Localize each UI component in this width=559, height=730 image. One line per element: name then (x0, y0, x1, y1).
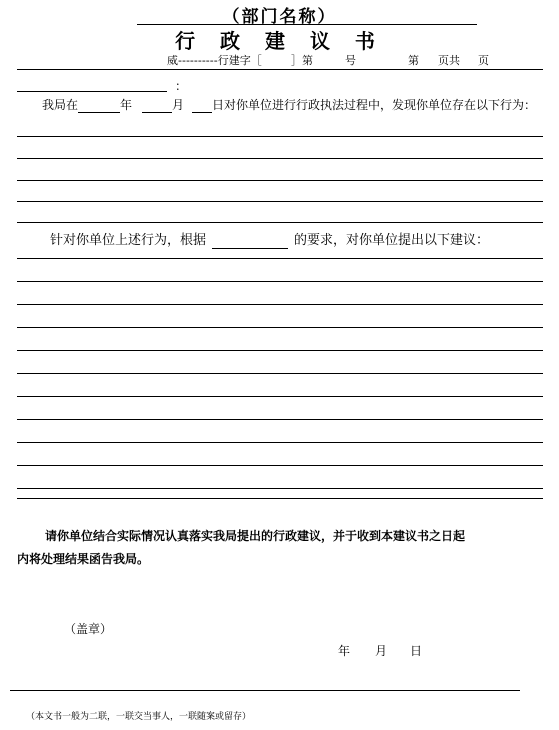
department-name: （部门名称） (222, 7, 337, 27)
suggestion-line[interactable] (17, 419, 543, 420)
suggestion-line[interactable] (17, 442, 543, 443)
suggestion-line[interactable] (17, 281, 543, 282)
page-di: 第 (408, 54, 419, 67)
page-ye: 页 (478, 54, 489, 67)
findings-month-blank[interactable] (142, 98, 172, 113)
suggestion-line[interactable] (17, 350, 543, 351)
findings-year-label: 年 (120, 98, 133, 112)
suggestion-line[interactable] (17, 258, 543, 259)
suggestion-line[interactable] (17, 498, 543, 499)
findings-day-blank[interactable] (192, 98, 212, 113)
suggestions-paragraph (50, 229, 489, 249)
findings-text-2: 日对你单位进行行政执法过程中，发现你单位存在以下行为： (212, 98, 537, 112)
findings-line[interactable] (17, 180, 543, 181)
suggestions-text-1: 针对你单位上述行为，根据 (50, 233, 207, 248)
findings-line[interactable] (17, 222, 543, 223)
doc-number-bracket-close: ］第 (291, 54, 313, 67)
findings-paragraph (42, 96, 536, 113)
addressee-colon: ： (175, 79, 188, 93)
findings-text-1: 我局在 (42, 98, 79, 112)
findings-month-label: 月 (172, 98, 185, 112)
suggestion-line[interactable] (17, 465, 543, 466)
footer-note: （本文书一般为二联，一联交当事人，一联随案或留存） (26, 712, 252, 722)
date-year: 年 (338, 644, 351, 658)
closing-line-2: 内将处理结果函告我局。 (17, 552, 150, 566)
suggestion-line[interactable] (17, 373, 543, 374)
date-day: 日 (410, 644, 423, 658)
closing-line-1: 请你单位结合实际情况认真落实我局提出的行政建议，并于收到本建议书之日起 (45, 529, 466, 543)
findings-line[interactable] (17, 136, 543, 137)
doc-number-hao: 号 (345, 54, 356, 67)
header-divider (17, 69, 543, 70)
legal-basis-blank[interactable] (212, 233, 288, 249)
page-total: 页共 (438, 54, 460, 67)
suggestion-line[interactable] (17, 488, 543, 489)
suggestion-line[interactable] (17, 327, 543, 328)
addressee-blank[interactable] (17, 91, 167, 92)
date-month: 月 (375, 644, 388, 658)
findings-line[interactable] (17, 158, 543, 159)
findings-line[interactable] (17, 201, 543, 202)
footer-divider (10, 690, 520, 691)
document-title: 行 政 建 议 书 (175, 29, 384, 53)
suggestions-text-2: 的要求，对你单位提出以下建议： (294, 233, 490, 248)
suggestion-line[interactable] (17, 396, 543, 397)
seal-label: （盖章） (64, 622, 113, 636)
findings-year-blank[interactable] (78, 98, 120, 113)
doc-number-prefix: 威----------行建字［ (167, 54, 262, 67)
suggestion-line[interactable] (17, 304, 543, 305)
